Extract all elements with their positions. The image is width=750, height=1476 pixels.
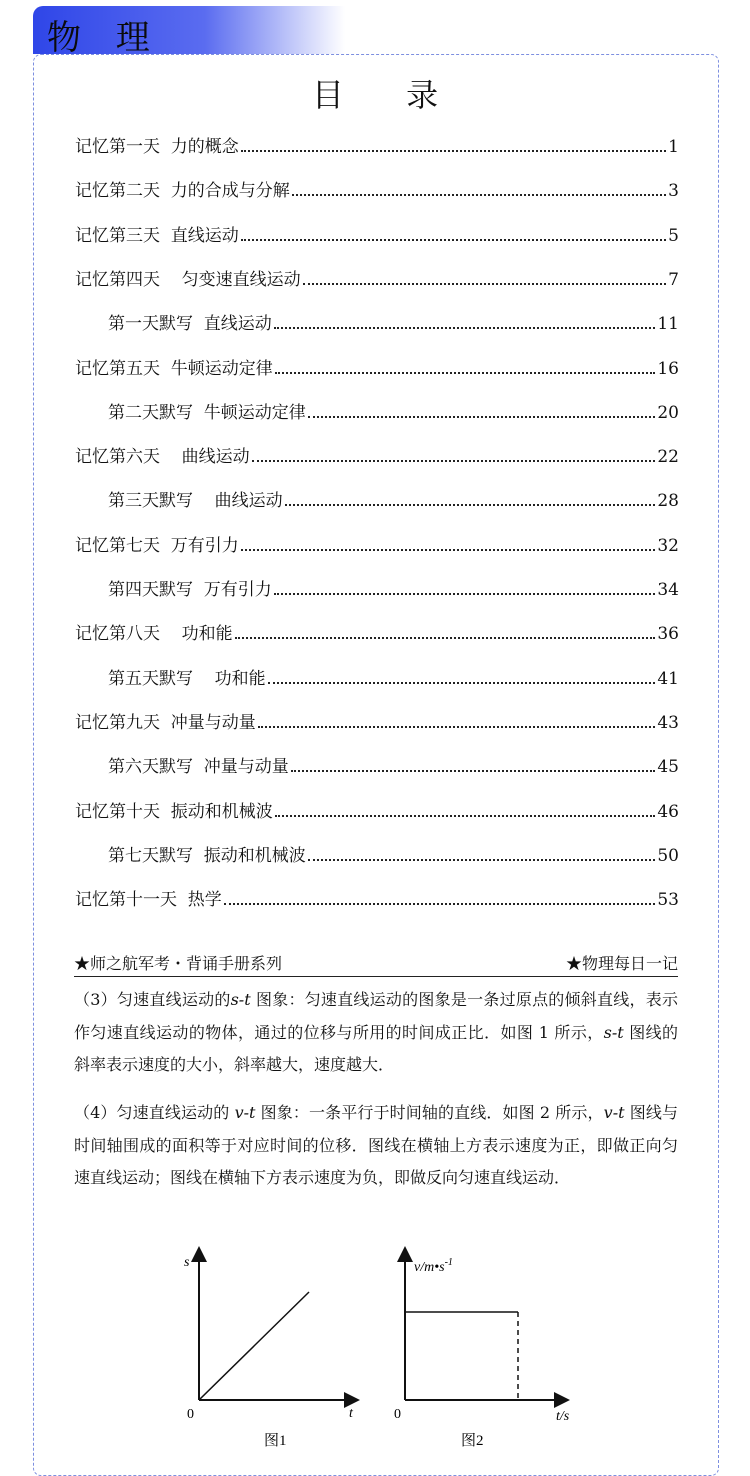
fig2-origin: 0 [394, 1407, 401, 1422]
toc-item-page: 34 [657, 580, 679, 600]
toc-leader-dots [241, 150, 666, 152]
toc-item-page: 7 [668, 269, 679, 290]
toc-item-label: 记忆第五天 牛顿运动定律 [75, 358, 273, 379]
paragraph-vt-graph: （4）匀速直线运动的 v-t 图象：一条平行于时间轴的直线．如图 2 所示，v-t 图线与时间轴围成的面积等于对应时间的位移．图线在横轴上方表示速度为正，即做正向匀速直线运动；图线在横轴下方表示速度为负，即做反向匀速直线运动． [74, 1103, 678, 1187]
toc-item [108, 397, 679, 423]
toc-leader-dots [235, 637, 656, 639]
toc-item [75, 796, 679, 822]
fig1-caption: 图1 [264, 1433, 287, 1449]
toc-item-page: 50 [657, 845, 679, 866]
toc-item-label: 记忆第二天 力的合成与分解 [75, 181, 290, 202]
page-header [74, 950, 678, 977]
toc-item-label: 第三天默写 曲线运动 [108, 491, 283, 512]
figure-1-st-graph [184, 1254, 354, 1449]
toc-item [108, 485, 679, 511]
toc-item [108, 840, 679, 866]
toc-item-label: 记忆第四天 匀变速直线运动 [75, 269, 301, 290]
toc-item-label: 记忆第十一天 热学 [75, 890, 222, 911]
toc-leader-dots [308, 859, 656, 861]
toc-item [108, 751, 679, 777]
toc-item [108, 574, 679, 600]
toc-item [75, 884, 679, 910]
toc-leader-dots [275, 372, 656, 374]
toc-item-label: 记忆第六天 曲线运动 [75, 447, 250, 468]
toc-item-page: 1 [668, 137, 679, 157]
toc-item [75, 175, 679, 201]
toc-leader-dots [241, 549, 656, 551]
toc-item-label: 记忆第七天 万有引力 [75, 535, 239, 556]
fig1-origin: 0 [187, 1407, 194, 1422]
toc-item-label: 记忆第一天 力的概念 [75, 137, 239, 157]
toc-item-page: 3 [668, 181, 679, 202]
toc-leader-dots [303, 283, 667, 285]
toc-item-page: 32 [657, 535, 679, 556]
toc-leader-dots [258, 726, 656, 728]
toc-item-label: 记忆第十天 振动和机械波 [75, 801, 273, 822]
toc-item [75, 530, 679, 556]
toc-item [75, 353, 679, 379]
toc-item-page: 46 [657, 801, 679, 822]
toc-item-page: 20 [657, 402, 679, 423]
toc-item-page: 45 [657, 757, 679, 778]
toc-leader-dots [224, 903, 656, 905]
toc-item-page: 28 [657, 491, 679, 512]
toc-leader-dots [241, 239, 666, 241]
toc-item-label: 第七天默写 振动和机械波 [108, 845, 306, 866]
toc-item-page: 11 [657, 314, 679, 335]
subject-banner [33, 6, 345, 58]
figure-2-vt-graph [394, 1254, 570, 1449]
toc-item-label: 第六天默写 冲量与动量 [108, 757, 289, 778]
toc-item-label: 记忆第三天 直线运动 [75, 225, 239, 246]
figures [0, 1231, 750, 1451]
toc-item [75, 264, 679, 290]
toc-leader-dots [268, 682, 656, 684]
fig1-line [199, 1292, 309, 1400]
toc-item-page: 16 [657, 358, 679, 379]
toc-item [75, 618, 679, 644]
fig1-y-label: s [184, 1255, 190, 1270]
toc-item [108, 663, 679, 689]
toc-item-page: 36 [657, 624, 679, 645]
toc-item [75, 707, 679, 733]
subject-title: 物 理 [47, 18, 162, 58]
toc-leader-dots [275, 815, 656, 817]
toc-item-page: 5 [668, 225, 679, 246]
toc-leader-dots [274, 327, 656, 329]
toc-item-label: 第二天默写 牛顿运动定律 [108, 402, 306, 423]
toc-leader-dots [291, 770, 656, 772]
toc-item [75, 131, 679, 157]
book-title: ★物理每日一记 [565, 954, 678, 973]
fig2-x-label: t/s [556, 1409, 570, 1424]
toc-leader-dots [285, 504, 656, 506]
fig1-x-label: t [349, 1406, 353, 1421]
toc-leader-dots [308, 416, 656, 418]
fig2-y-label: $v/m•s^{-1}$ [414, 1257, 453, 1275]
toc-item [75, 220, 679, 246]
toc-item-page: 43 [657, 712, 679, 733]
toc-item-label: 记忆第九天 冲量与动量 [75, 712, 256, 733]
fig2-caption: 图2 [461, 1433, 484, 1449]
toc-leader-dots [274, 593, 656, 595]
toc-leader-dots [292, 194, 666, 196]
toc-item-label: 第一天默写 直线运动 [108, 314, 272, 335]
paragraph-st-graph: （3）匀速直线运动的s-t 图象：匀速直线运动的图象是一条过原点的倾斜直线，表示作匀速直线运动的物体，通过的位移与所用的时间成正比．如图 1 所示，s-t 图线的斜率表示速度的大小，斜率越大，速度越大． [74, 990, 678, 1074]
toc-item-page: 53 [657, 890, 679, 911]
toc-title: 目 录 [311, 76, 465, 114]
toc-item [108, 308, 679, 334]
toc-item-label: 第四天默写 万有引力 [108, 580, 272, 600]
toc-item-label: 记忆第八天 功和能 [75, 624, 233, 645]
toc-item [75, 441, 679, 467]
series-title: ★师之航军考・背诵手册系列 [74, 954, 283, 973]
toc-item-page: 41 [657, 668, 679, 689]
toc-item-label: 第五天默写 功和能 [108, 668, 266, 689]
toc-item-page: 22 [657, 447, 679, 468]
toc-leader-dots [252, 460, 656, 462]
